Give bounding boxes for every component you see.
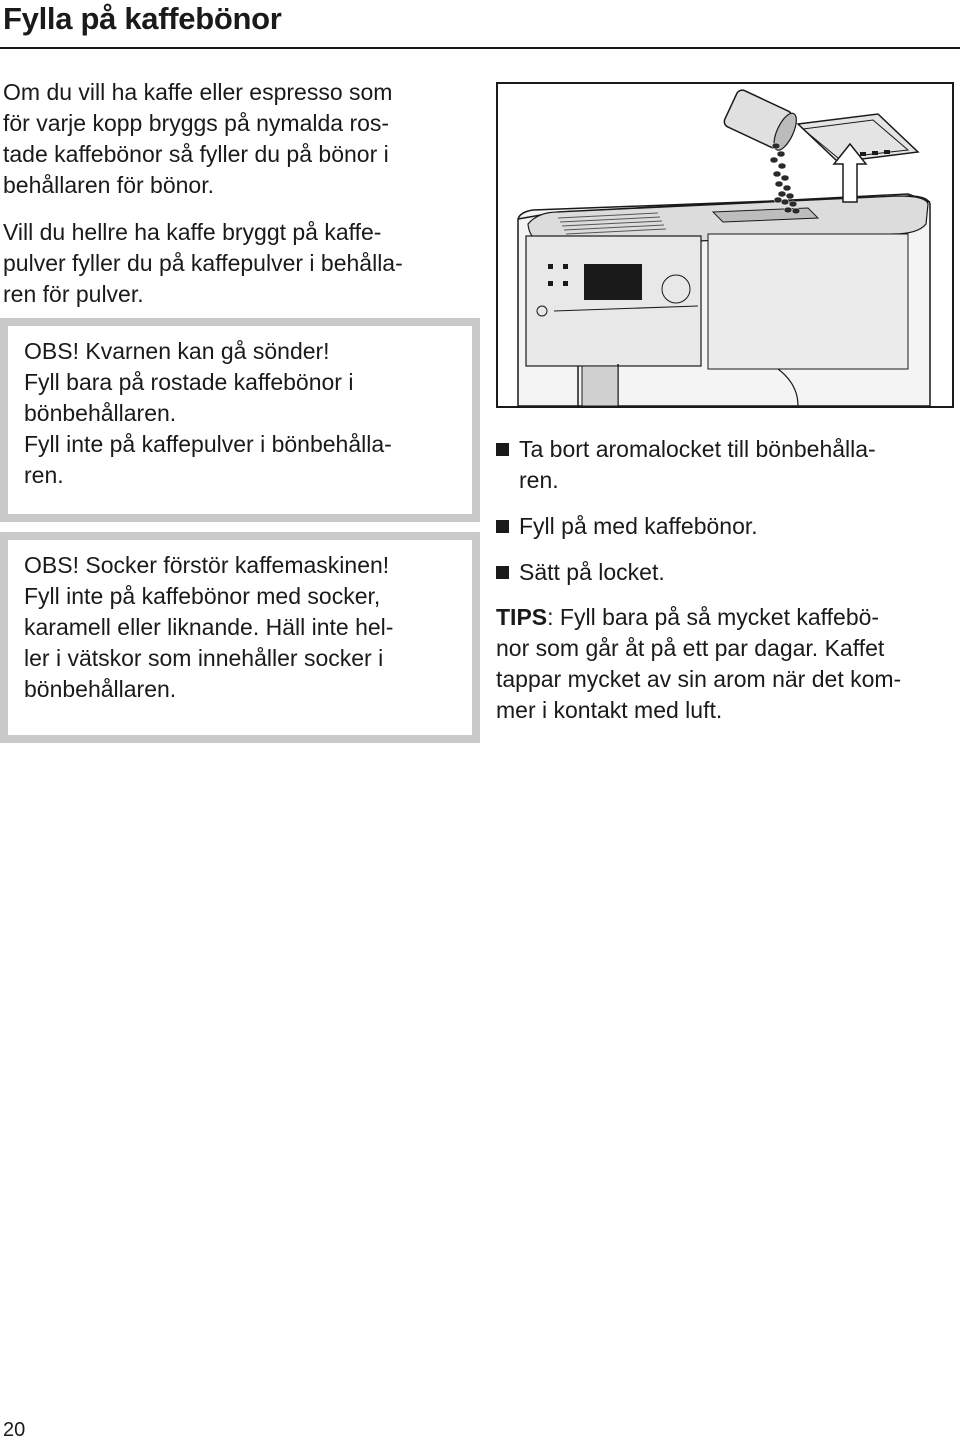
text-line: OBS! Socker förstör kaffemaskinen! — [24, 552, 390, 578]
text-line: bönbehållaren. — [24, 400, 177, 426]
intro-paragraph-2 — [3, 217, 473, 310]
text-line: Fyll inte på kaffepulver i bönbehålla- — [24, 431, 392, 457]
warning-box-sugar — [0, 532, 480, 743]
bullet-square-icon — [496, 566, 509, 579]
warning-box-grinder — [0, 318, 480, 522]
text-line: nor som går åt på ett par dagar. Kaffet — [496, 635, 885, 661]
text-line: ren. — [519, 467, 559, 493]
text-line: Ta bort aromalocket till bönbehålla- — [519, 436, 876, 462]
text-line: tappar mycket av sin arom när det kom- — [496, 666, 902, 692]
text-line: ren för pulver. — [3, 281, 144, 307]
step-replace-lid — [496, 557, 958, 588]
text-line: Sätt på locket. — [519, 559, 665, 585]
text-line: karamell eller liknande. Häll inte hel- — [24, 614, 394, 640]
tips-paragraph — [496, 602, 958, 726]
coffee-machine-illustration — [496, 82, 954, 408]
text-line: för varje kopp bryggs på nymalda ros- — [3, 110, 390, 136]
text-line: bönbehållaren. — [24, 676, 177, 702]
text-line: mer i kontakt med luft. — [496, 697, 723, 723]
page-title: Fylla på kaffebönor — [3, 1, 282, 36]
text-line: behållaren för bönor. — [3, 172, 214, 198]
text-line: pulver fyller du på kaffepulver i behålla- — [3, 250, 403, 276]
warning-text — [24, 336, 472, 491]
text-line: Fyll inte på kaffebönor med socker, — [24, 583, 381, 609]
text-line: : Fyll bara på så mycket kaffebö- — [547, 604, 880, 630]
text-line: ler i vätskor som innehåller socker i — [24, 645, 384, 671]
text-line: tade kaffebönor så fyller du på bönor i — [3, 141, 389, 167]
bullet-square-icon — [496, 520, 509, 533]
step-remove-lid — [496, 434, 958, 496]
tips-label: TIPS — [496, 604, 548, 630]
bullet-square-icon — [496, 443, 509, 456]
warning-text — [24, 550, 472, 705]
coffee-machine-icon — [498, 84, 952, 406]
text-line: Fyll bara på rostade kaffebönor i — [24, 369, 354, 395]
text-line: Om du vill ha kaffe eller espresso som — [3, 79, 393, 105]
step-fill-beans — [496, 511, 958, 542]
intro-paragraph-1 — [3, 77, 473, 201]
text-line: Vill du hellre ha kaffe bryggt på kaffe- — [3, 219, 382, 245]
text-line: OBS! Kvarnen kan gå sönder! — [24, 338, 330, 364]
text-line: ren. — [24, 462, 64, 488]
title-rule — [0, 47, 960, 49]
page-number: 20 — [3, 1419, 26, 1441]
text-line: Fyll på med kaffebönor. — [519, 513, 758, 539]
